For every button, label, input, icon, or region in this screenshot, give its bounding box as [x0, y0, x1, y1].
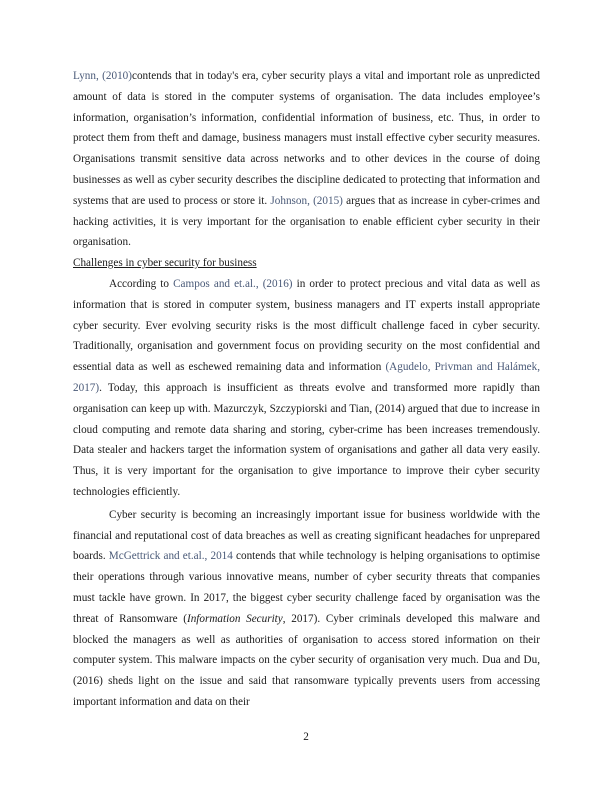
citation-agudelo: (Agudelo, Privman and Halámek, 2017) — [73, 361, 541, 394]
paragraph-campos — [73, 274, 540, 503]
paragraph-text: , 2017). Cyber criminals developed this malware and blocked the managers as well as authorities of organisation to access stored information on their computer system. This malware impacts on the cyber security of organisation very much. Dua and Du, (2016) sheds light on the issue and said that ransomware typically prevents users from accessing important information and data on their — [73, 612, 541, 708]
citation-campos: Campos and et.al., (2016) — [173, 277, 293, 290]
citation-johnson: Johnson, (2015) — [270, 194, 343, 207]
paragraph-text: Cyber security is becoming an increasingly important issue for business worldwide with the financial and reputational cost of data breaches as well as creating significant headaches for unprepared boards. — [73, 508, 540, 563]
paragraph-text: According to — [109, 277, 174, 290]
paragraph-cyber-security — [73, 505, 540, 713]
citation-information-security: Information Security — [186, 612, 283, 625]
paragraph-text: contends that while technology is helping organisations to optimise their operations through various innovative means, number of cyber security threats that companies must tackle have grown. In 2017, the biggest cyber security challenge faced by organisation was the threat of Ransomware ( — [73, 550, 540, 625]
paragraph-text: in order to protect precious and vital data as well as information that is stored in computer system, business managers and IT experts install appropriate cyber security. Ever evolving security risks is the most difficult challenge faced in cyber security. Traditionally, organisation and government focus on providing security on the most confidential and essential data as well as eschewed remaining data and information — [73, 277, 540, 374]
citation-lynn: Lynn, (2010) — [73, 70, 132, 82]
paragraph-lynn — [73, 66, 540, 253]
citation-mcgettrick: McGettrick and et.al., 2014 — [108, 550, 233, 563]
section-heading: Challenges in cyber security for business — [73, 257, 257, 270]
paragraph-text: argues that as increase in cyber-crimes and hacking activities, it is very important for the organisation to enable efficient cyber security in their organisation. — [73, 194, 541, 249]
page-number: 2 — [303, 731, 309, 743]
page-body — [73, 66, 540, 713]
paragraph-text: contends that in today's era, cyber security plays a vital and important role as unpredicted amount of data is stored in the computer systems of organisation. The data includes employee’s information, organisation’s information, confidential information of business, etc. Thus, in order to protect them from theft and damage, business managers must install effective cyber security measures. Organisations transmit sensitive data across networks and to other devices in the course of doing businesses as well as cyber security describes the discipline dedicated to protecting that information and systems that are used to process or store it. — [73, 70, 540, 207]
paragraph-text: . Today, this approach is insufficient as threats evolve and transformed more rapidly than organisation can keep up with. Mazurczyk, Szczypiorski and Tian, (2014) argued that due to increase in cloud computing and remote data sharing and storing, cyber-crime has been increases tremendously. Data stealer and hackers target the information system of organisations and gather all data very easily. Thus, it is very important for the organisation to give importance to improve their cyber security technologies efficiently. — [73, 381, 540, 498]
